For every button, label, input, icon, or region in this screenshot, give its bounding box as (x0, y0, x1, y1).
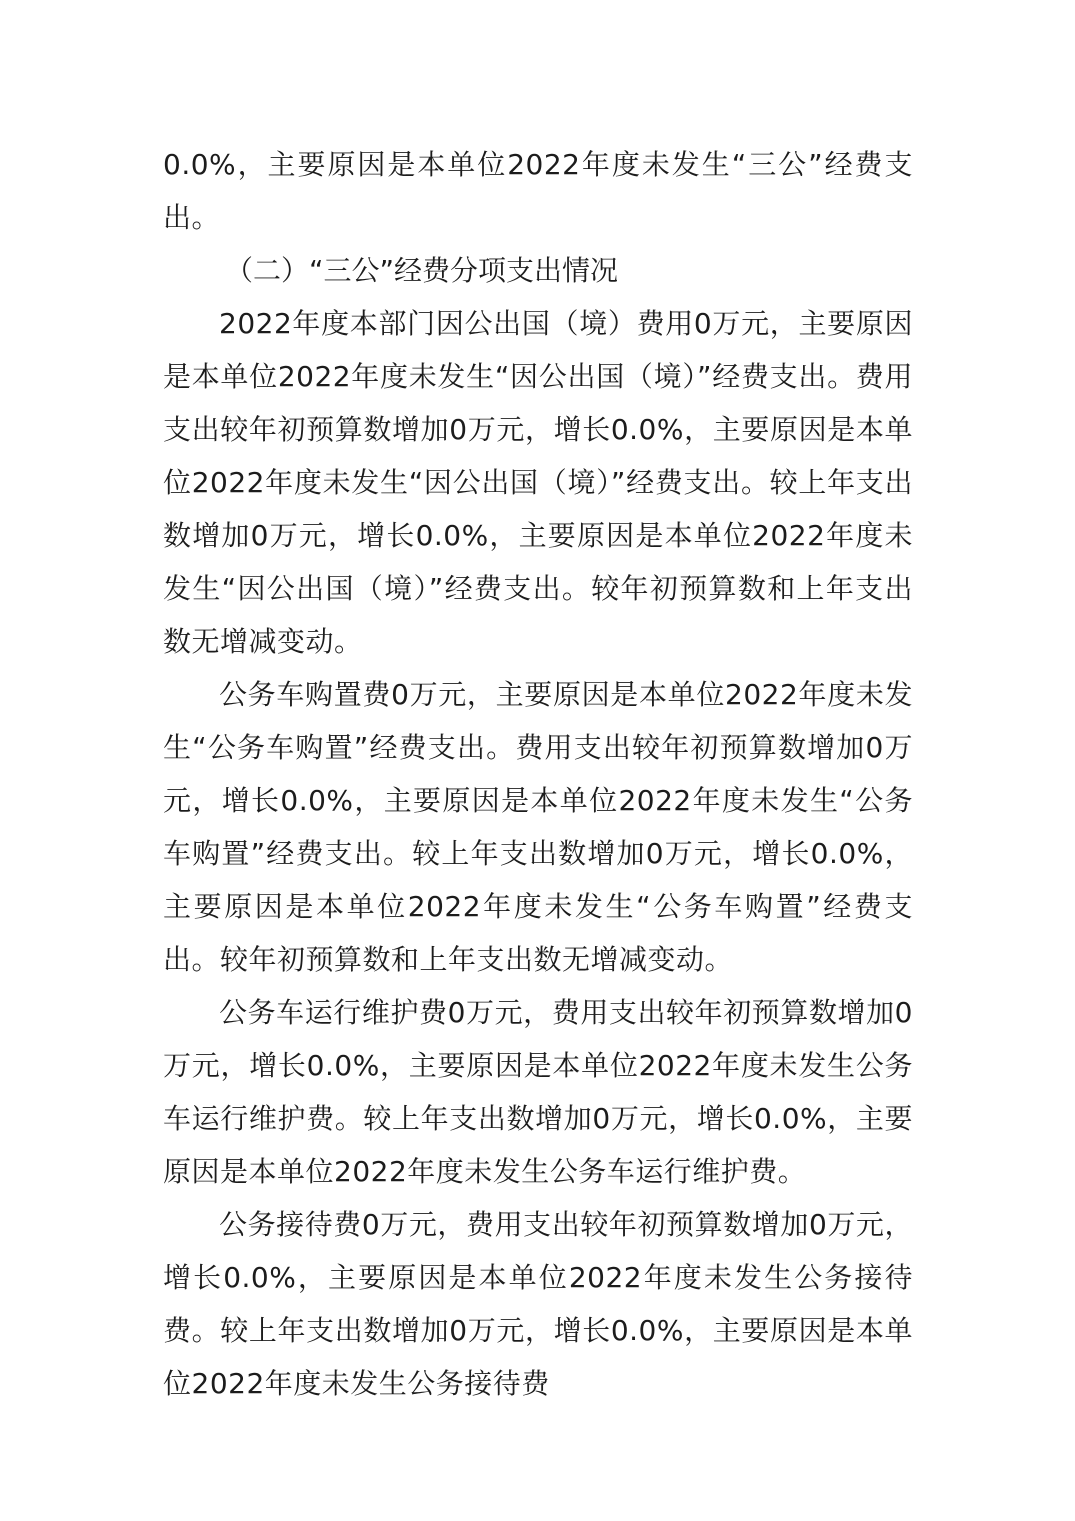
paragraph-vehicle-purchase: 公务车购置费0万元，主要原因是本单位2022年度未发生“公务车购置”经费支出。费用支出较年初预算数增加0万元，增长0.0%，主要原因是本单位2022年度未发生“公务车购置”经费支出。较上年支出数增加0万元，增长0.0%，主要原因是本单位2022年度未发生“公务车购置”经费支出。较年初预算数和上年支出数无增减变动。 (163, 678, 913, 976)
continuation-paragraph: 0.0%，主要原因是本单位2022年度未发生“三公”经费支出。 (163, 148, 913, 234)
section-heading: （二）“三公”经费分项支出情况 (225, 254, 619, 287)
document-body (163, 138, 913, 1410)
paragraph-vehicle-operation: 公务车运行维护费0万元，费用支出较年初预算数增加0万元，增长0.0%，主要原因是本单位2022年度未发生公务车运行维护费。较上年支出数增加0万元，增长0.0%，主要原因是本单位2022年度未发生公务车运行维护费。 (163, 996, 913, 1188)
paragraph-official-reception: 公务接待费0万元，费用支出较年初预算数增加0万元，增长0.0%，主要原因是本单位2022年度未发生公务接待费。较上年支出数增加0万元，增长0.0%，主要原因是本单位2022年度未发生公务接待费 (163, 1208, 913, 1400)
paragraph-overseas-travel: 2022年度本部门因公出国（境）费用0万元，主要原因是本单位2022年度未发生“因公出国（境）”经费支出。费用支出较年初预算数增加0万元，增长0.0%，主要原因是本单位2022年度未发生“因公出国（境）”经费支出。较上年支出数增加0万元，增长0.0%，主要原因是本单位2022年度未发生“因公出国（境）”经费支出。较年初预算数和上年支出数无增减变动。 (163, 307, 913, 658)
